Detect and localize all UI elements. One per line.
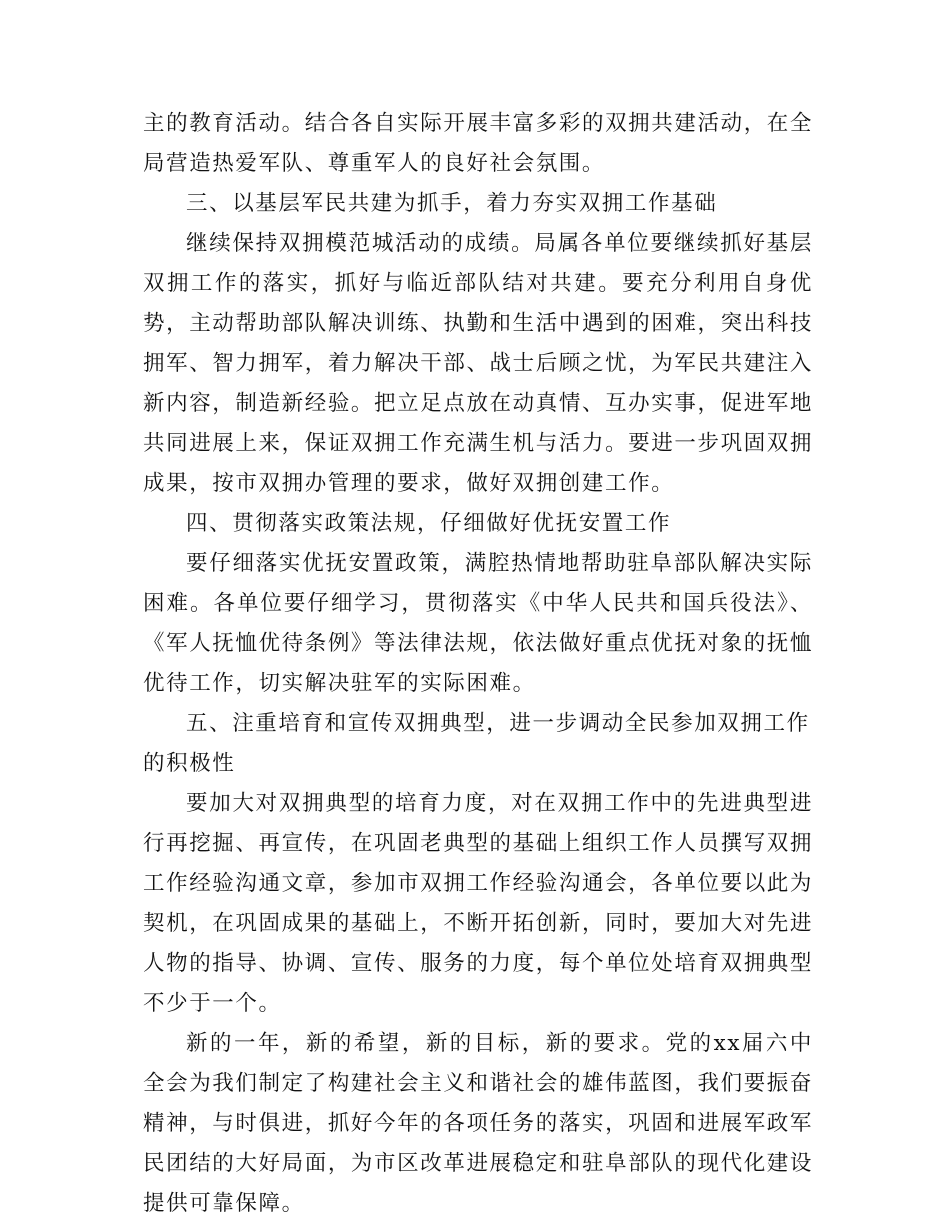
section-heading-4: 四、贯彻落实政策法规，仔细做好优抚安置工作 [186, 511, 672, 536]
section-heading-5: 五、注重培育和宣传双拥典型，进一步调动全民参加双拥工作的积极性 [143, 711, 810, 776]
document-body [143, 104, 813, 1224]
paragraph-conclusion: 新的一年，新的希望，新的目标，新的要求。党的xx届六中全会为我们制定了构建社会主义和谐社会的雄伟蓝图，我们要振奋精神，与时俱进，抓好今年的各项任务的落实，巩固和进展军政军民团结的大好局面，为市区改革进展稳定和驻阜部队的现代化建设提供可靠保障。 [143, 1031, 813, 1216]
paragraph-education-activities: 主的教育活动。结合各自实际开展丰富多彩的双拥共建活动，在全局营造热爱军队、尊重军人的良好社会氛围。 [143, 111, 813, 176]
paragraph-model-cultivation: 要加大对双拥典型的培育力度，对在双拥工作中的先进典型进行再挖掘、再宣传，在巩固老典型的基础上组织工作人员撰写双拥工作经验沟通文章，参加市双拥工作经验沟通会，各单位要以此为契机，在巩固成果的基础上，不断开拓创新，同时，要加大对先进人物的指导、协调、宣传、服务的力度，每个单位处培育双拥典型不少于一个。 [143, 791, 813, 1016]
paragraph-preferential-placement: 要仔细落实优抚安置政策，满腔热情地帮助驻阜部队解决实际困难。各单位要仔细学习，贯彻落实《中华人民共和国兵役法》、《军人抚恤优待条例》等法律法规，依法做好重点优抚对象的抚恤优待工作，切实解决驻军的实际困难。 [143, 551, 813, 696]
section-heading-3: 三、以基层军民共建为抓手，着力夯实双拥工作基础 [186, 191, 718, 216]
paragraph-grassroots-co-construction: 继续保持双拥模范城活动的成绩。局属各单位要继续抓好基层双拥工作的落实，抓好与临近部队结对共建。要充分利用自身优势，主动帮助部队解决训练、执勤和生活中遇到的困难，突出科技拥军、智力拥军，着力解决干部、战士后顾之忧，为军民共建注入新内容，制造新经验。把立足点放在动真情、互办实事，促进军地共同进展上来，保证双拥工作充满生机与活力。要进一步巩固双拥成果，按市双拥办管理的要求，做好双拥创建工作。 [143, 231, 813, 496]
